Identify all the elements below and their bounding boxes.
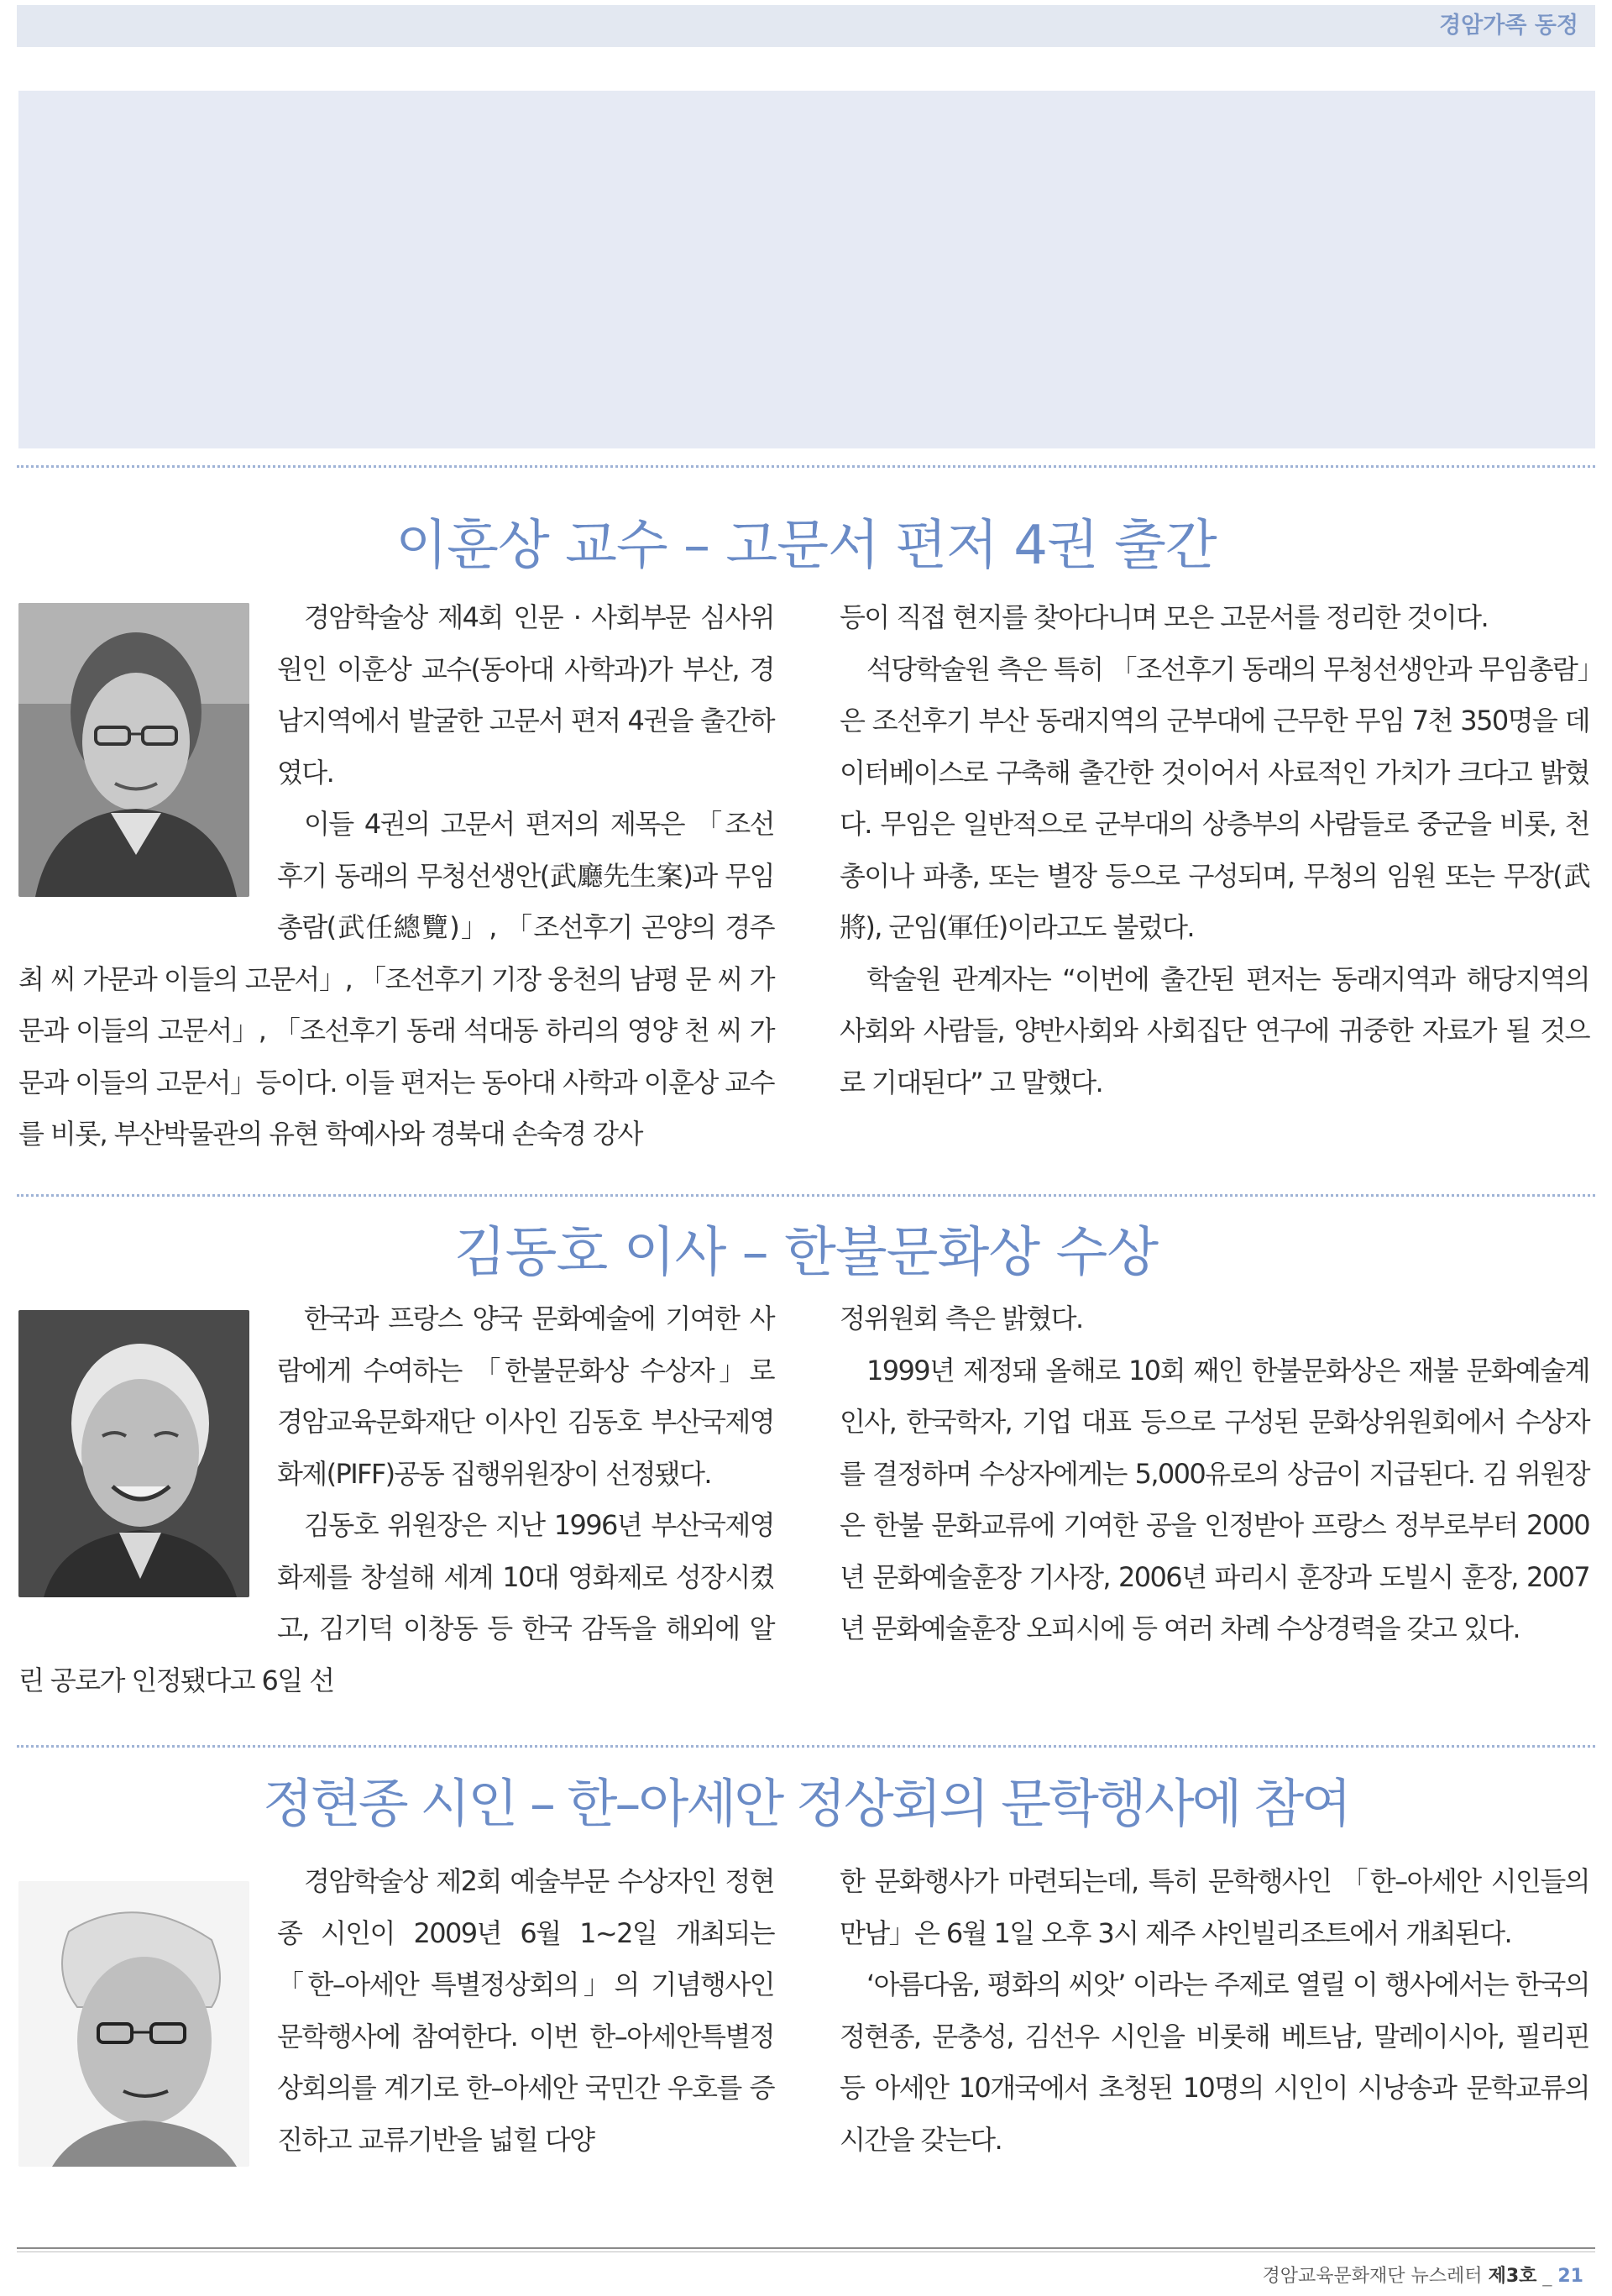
divider bbox=[17, 465, 1595, 468]
banner-image-area bbox=[18, 91, 1595, 448]
footer-publisher: 경암교육문화재단 뉴스레터 bbox=[1262, 2266, 1483, 2287]
portrait-smiling-older-man-icon bbox=[18, 1310, 249, 1597]
divider bbox=[17, 1745, 1595, 1748]
article-title: 정현종 시인 – 한–아세안 정상회의 문학행사에 참여 bbox=[262, 1773, 1350, 1834]
paragraph: 한 문화행사가 마련되는데, 특히 문학행사인 「한–아세안 시인들의 만남」은 6월 1일 오후 3시 제주 샤인빌리조트에서 개최된다. bbox=[840, 1865, 1589, 1949]
paragraph: 정위원회 측은 밝혔다. bbox=[840, 1303, 1083, 1334]
paragraph: 학술원 관계자는 “이번에 출간된 편저는 동래지역과 해당지역의 사회와 사람들, 양반사회와 사회집단 연구에 귀중한 자료가 될 것으로 기대된다” 고 말했다. bbox=[840, 962, 1589, 1098]
divider bbox=[17, 1194, 1595, 1197]
footer-issue: 제3호 bbox=[1488, 2266, 1537, 2287]
article-title: 이훈상 교수 – 고문서 편저 4권 출간 bbox=[395, 515, 1217, 577]
paragraph: 김동호 위원장은 지난 1996년 부산국제영화제를 창설해 세계 10대 영화제로 성장시켰고, 김기덕 이창동 등 한국 감독을 해외에 알린 공로가 인정됐다고 6일 선 bbox=[18, 1509, 774, 1696]
article-right-column bbox=[840, 1293, 1589, 1655]
article-right-column bbox=[840, 1856, 1589, 2166]
paragraph: 1999년 제정돼 올해로 10회 째인 한불문화상은 재불 문화예술계 인사, 한국학자, 기업 대표 등으로 구성된 문화상위원회에서 수상자를 결정하며 수상자에게는 5,000유로의 상금이 지급된다. 김 위원장은 한불 문화교류에 기여한 공을 인정받아 프랑스 정부로부터 2000년 문화예술훈장 기사장, 2006년 파리시 훈장과 도빌시 훈장, 2007년 문화예술훈장 오피시에 등 여러 차례 수상경력을 갖고 있다. bbox=[840, 1354, 1589, 1644]
portrait-poet-sketch-icon bbox=[18, 1881, 249, 2167]
article-right-column bbox=[840, 592, 1589, 1109]
paragraph: ‘아름다움, 평화의 씨앗’ 이라는 주제로 열릴 이 행사에서는 한국의 정현종, 문충성, 김선우 시인을 비롯해 베트남, 말레이시아, 필리핀 등 아세안 10개국에서 초청된 10명의 시인이 시낭송과 문학교류의 시간을 갖는다. bbox=[840, 1968, 1589, 2156]
paragraph: 등이 직접 현지를 찾아다니며 모은 고문서를 정리한 것이다. bbox=[840, 601, 1489, 633]
header-bar bbox=[17, 5, 1595, 47]
paragraph: 석당학술원 측은 특히 「조선후기 동래의 무청선생안과 무임총람」은 조선후기 부산 동래지역의 군부대에 근무한 무임 7천 350명을 데이터베이스로 구축해 출간한 것이어서 사료적인 가치가 크다고 밝혔다. 무임은 일반적으로 군부대의 상층부의 사람들로 중군을 비롯, 천총이나 파총, 또는 별장 등으로 구성되며, 무청의 임원 또는 무장(武將), 군임(軍任)이라고도 불렀다. bbox=[840, 653, 1589, 943]
paragraph: 경암학술상 제2회 예술부문 수상자인 정현종 시인이 2009년 6월 1~2일 개최되는 「한–아세안 특별정상회의」의 기념행사인 문학행사에 참여한다. 이번 한–아세안특별정상회의를 계기로 한–아세안 국민간 우호를 증진하고 교류기반을 넓힐 다양 bbox=[277, 1865, 774, 2156]
footer-rule bbox=[17, 2251, 1595, 2252]
paragraph: 한국과 프랑스 양국 문화예술에 기여한 사람에게 수여하는 「한불문화상 수상자」로 경암교육문화재단 이사인 김동호 부산국제영화제(PIFF)공동 집행위원장이 선정됐다. bbox=[277, 1303, 774, 1490]
portrait-man-glasses-icon bbox=[18, 603, 249, 897]
footer-separator: _ bbox=[1542, 2266, 1552, 2287]
paragraph: 이들 4권의 고문서 편저의 제목은 「조선후기 동래의 무청선생안(武廳先生案)과 무임 총람(武任總覽)」, 「조선후기 곤양의 경주 최 씨 가문과 이들의 고문서」, 「조선후기 기장 웅천의 남평 문 씨 가문과 이들의 고문서」, 「조선후기 동래 석대동 하리의 영양 천 씨 가문과 이들의 고문서」등이다. 이들 편저는 동아대 사학과 이훈상 교수를 비롯, 부산박물관의 유현 학예사와 경북대 손숙경 강사 bbox=[18, 808, 774, 1150]
paragraph: 경암학술상 제4회 인문 · 사회부문 심사위원인 이훈상 교수(동아대 사학과)가 부산, 경남지역에서 발굴한 고문서 편저 4권을 출간하였다. bbox=[277, 601, 774, 789]
footer-rule bbox=[17, 2247, 1595, 2249]
section-label: 경암가족 동정 bbox=[1439, 13, 1578, 39]
footer bbox=[1263, 2262, 1583, 2288]
article-title: 김동호 이사 – 한불문화상 수상 bbox=[453, 1222, 1159, 1284]
page-number: 21 bbox=[1557, 2266, 1583, 2287]
